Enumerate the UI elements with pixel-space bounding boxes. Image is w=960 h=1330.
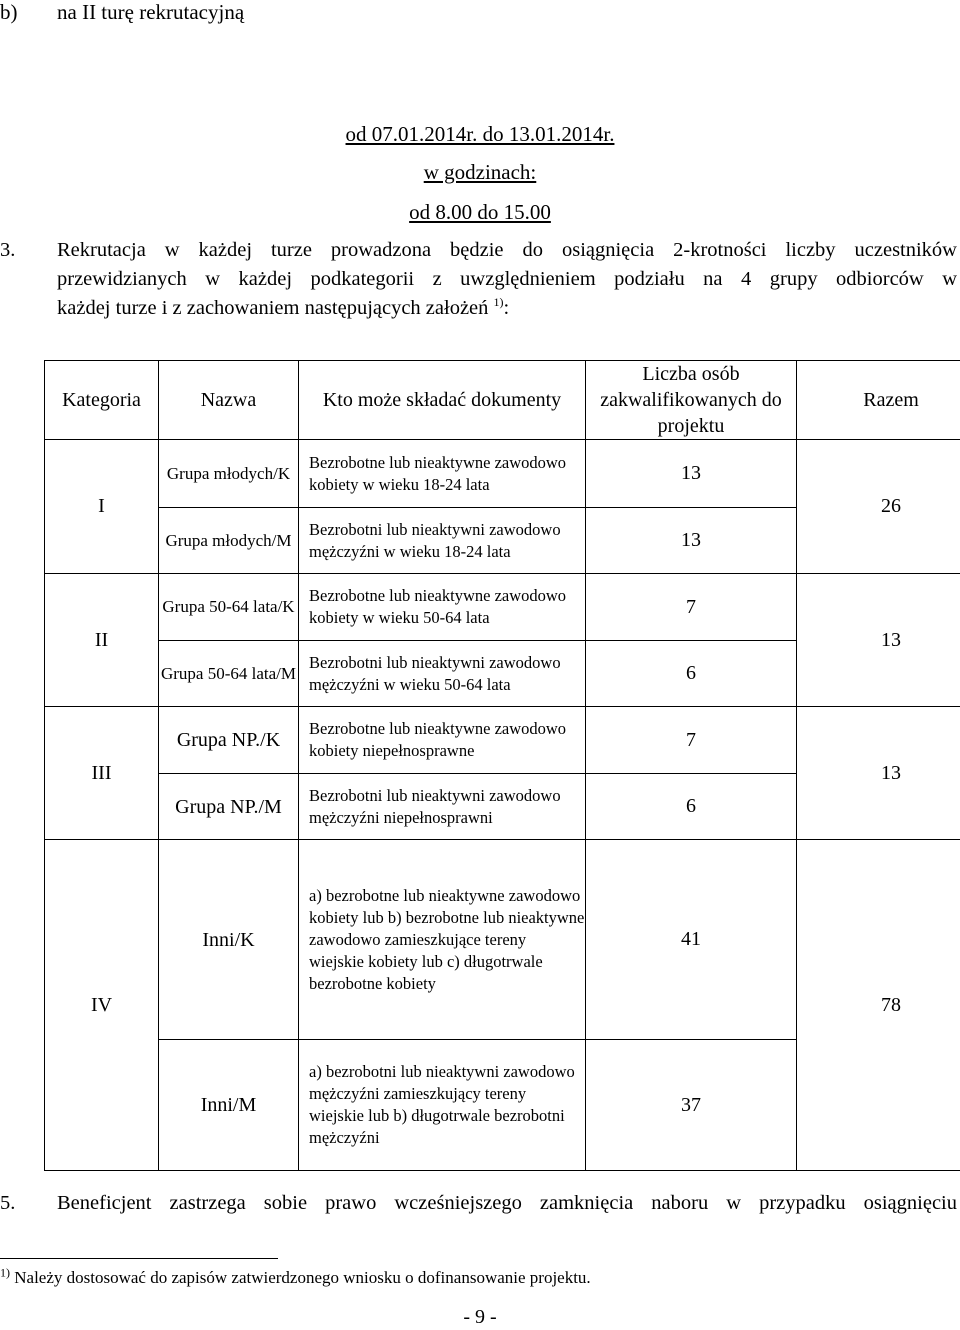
qualified-count: 13 xyxy=(586,440,797,508)
qualified-count: 6 xyxy=(586,641,797,707)
category-label: III xyxy=(45,707,159,840)
eligibility-text: Bezrobotne lub nieaktywne zawodowo kobiety w wieku 50-64 lata xyxy=(299,574,586,641)
category-label: I xyxy=(45,440,159,574)
paragraph-tail: : xyxy=(503,297,510,319)
header-kto: Kto może składać dokumenty xyxy=(299,361,586,440)
footnote-reference[interactable]: 1) xyxy=(493,295,504,310)
eligibility-text: a) bezrobotni lub nieaktywni zawodowo mężczyźni zamieszkujący tereny wiejskie lub b) długotrwale bezrobotni mężczyźni xyxy=(299,1040,586,1171)
group-name: Grupa 50-64 lata/M xyxy=(159,641,299,707)
group-name: Grupa 50-64 lata/K xyxy=(159,574,299,641)
recruitment-table xyxy=(44,360,960,1171)
qualified-count: 13 xyxy=(586,508,797,574)
list-item-b xyxy=(0,0,244,25)
category-total: 13 xyxy=(797,574,960,707)
section-number: 3. xyxy=(0,239,16,261)
group-name: Grupa NP./K xyxy=(159,707,299,774)
list-item-prefix: b) xyxy=(0,0,18,24)
header-nazwa: Nazwa xyxy=(159,361,299,440)
hours-label: w godzinach: xyxy=(423,160,537,184)
table-header-row xyxy=(45,361,960,440)
table-row xyxy=(45,707,960,774)
category-total: 13 xyxy=(797,707,960,840)
eligibility-text: Bezrobotni lub nieaktywni zawodowo mężczyźni w wieku 18-24 lata xyxy=(299,508,586,574)
group-name: Grupa młodych/K xyxy=(159,440,299,508)
paragraph-line: Rekrutacja w każdej turze prowadzona będzie do osiągnięcia 2-krotności liczby uczestników xyxy=(57,239,957,261)
table-row xyxy=(45,574,960,641)
category-label: II xyxy=(45,574,159,707)
header-kategoria: Kategoria xyxy=(45,361,159,440)
category-label: IV xyxy=(45,840,159,1171)
eligibility-text: a) bezrobotne lub nieaktywne zawodowo kobiety lub b) bezrobotne lub nieaktywne zawodowo zamieszkujące tereny wiejskie kobiety lub c) długotrwale bezrobotne kobiety xyxy=(299,840,586,1040)
footnote-separator xyxy=(0,1258,278,1259)
header-razem: Razem xyxy=(797,361,960,440)
table-row xyxy=(45,840,960,1040)
qualified-count: 41 xyxy=(586,840,797,1040)
section-number: 5. xyxy=(0,1192,16,1214)
group-name: Inni/K xyxy=(159,840,299,1040)
eligibility-text: Bezrobotni lub nieaktywni zawodowo mężczyźni w wieku 50-64 lata xyxy=(299,641,586,707)
eligibility-text: Bezrobotni lub nieaktywni zawodowo mężczyźni niepełnosprawni xyxy=(299,774,586,840)
section-5-text: Beneficjent zastrzega sobie prawo wcześniejszego zamknięcia naboru w przypadku osiągnięciu xyxy=(57,1192,957,1214)
qualified-count: 37 xyxy=(586,1040,797,1171)
paragraph-line-text: każdej turze i z zachowaniem następujących założeń xyxy=(57,297,489,319)
group-name: Inni/M xyxy=(159,1040,299,1171)
footnote-text: Należy dostosować do zapisów zatwierdzonego wniosku o dofinansowanie projektu. xyxy=(14,1268,591,1287)
page-number: - 9 - xyxy=(463,1306,497,1328)
qualified-count: 7 xyxy=(586,574,797,641)
group-name: Grupa NP./M xyxy=(159,774,299,840)
list-item-text: na II turę rekrutacyjną xyxy=(57,0,245,24)
group-name: Grupa młodych/M xyxy=(159,508,299,574)
eligibility-text: Bezrobotne lub nieaktywne zawodowo kobiety w wieku 18-24 lata xyxy=(299,440,586,508)
table-row xyxy=(45,440,960,508)
footnote xyxy=(0,1265,591,1288)
recruitment-hours: od 8.00 do 15.00 xyxy=(409,200,551,224)
header-liczba: Liczba osób zakwalifikowanych do projektu xyxy=(586,361,797,440)
paragraph-line-last xyxy=(57,294,957,323)
footnote-marker: 1) xyxy=(0,1265,10,1280)
paragraph-line: przewidzianych w każdej podkategorii z uwzględnieniem podziału na 4 grupy odbiorców w xyxy=(57,268,957,290)
category-total: 78 xyxy=(797,840,960,1171)
recruitment-dates: od 07.01.2014r. do 13.01.2014r. xyxy=(345,122,615,146)
qualified-count: 7 xyxy=(586,707,797,774)
eligibility-text: Bezrobotne lub nieaktywne zawodowo kobiety niepełnosprawne xyxy=(299,707,586,774)
qualified-count: 6 xyxy=(586,774,797,840)
category-total: 26 xyxy=(797,440,960,574)
